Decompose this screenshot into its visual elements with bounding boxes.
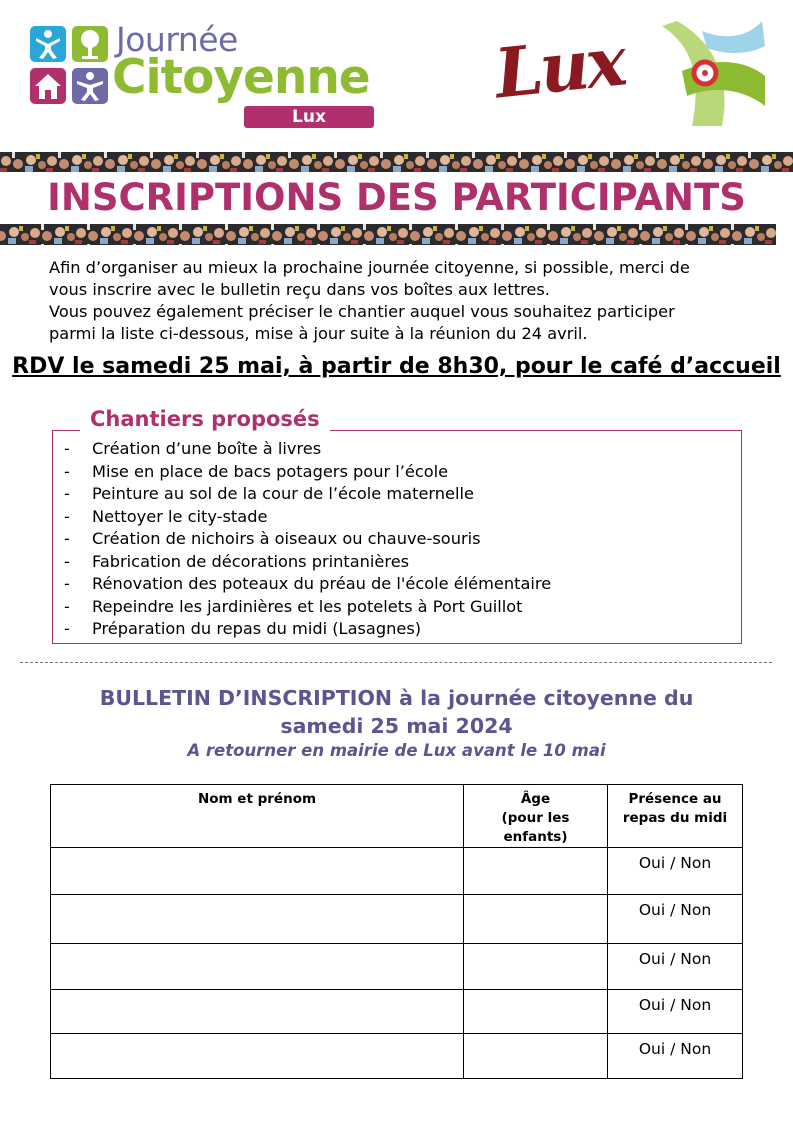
- intro-line: Afin d’organiser au mieux la prochaine journée citoyenne, si possible, merci de: [49, 258, 690, 277]
- presence-cell[interactable]: Oui / Non: [608, 848, 743, 895]
- list-item: - Préparation du repas du midi (Lasagnes): [64, 619, 422, 638]
- logo-text-journee: Journée: [116, 20, 238, 59]
- age-cell[interactable]: [464, 848, 608, 895]
- list-item: - Repeindre les jardinières et les potelets à Port Guillot: [64, 596, 523, 616]
- bulletin-title: [0, 684, 793, 740]
- table-row: [51, 990, 743, 1034]
- presence-cell[interactable]: Oui / Non: [608, 1034, 743, 1079]
- intro-line: vous inscrire avec le bulletin reçu dans vos boîtes aux lettres.: [49, 280, 550, 299]
- bulletin-title-line: BULLETIN D’INSCRIPTION à la journée citoyenne du: [99, 686, 694, 710]
- lux-town-logo: [487, 16, 767, 134]
- age-cell[interactable]: [464, 944, 608, 990]
- list-item: - Rénovation des poteaux du préau de l'école élémentaire: [64, 574, 552, 593]
- table-header-row: [51, 785, 743, 848]
- name-cell[interactable]: [51, 895, 464, 944]
- house-icon: [30, 68, 66, 104]
- logo-badge-lux: Lux: [244, 106, 374, 128]
- crowd-photo-band-top: [0, 152, 793, 172]
- intro-line: Vous pouvez également préciser le chantier auquel vous souhaitez participer: [49, 302, 675, 321]
- tree-icon: [72, 26, 108, 62]
- column-header-presence: Présence au repas du midi: [608, 785, 743, 848]
- page-title: INSCRIPTIONS DES PARTICIPANTS: [47, 176, 746, 219]
- age-cell[interactable]: [464, 895, 608, 944]
- lux-logo-text: Lux: [491, 21, 628, 115]
- list-item: - Nettoyer le city-stade: [64, 506, 268, 526]
- name-cell[interactable]: [51, 990, 464, 1034]
- logo-swoosh-blue: [702, 21, 765, 53]
- name-cell[interactable]: [51, 944, 464, 990]
- list-item: - Création d’une boîte à livres: [64, 439, 322, 458]
- age-cell[interactable]: [464, 990, 608, 1034]
- name-cell[interactable]: [51, 848, 464, 895]
- chantiers-list: [64, 438, 734, 641]
- table-row: [51, 944, 743, 990]
- intro-line: parmi la liste ci-dessous, mise à jour suite à la réunion du 24 avril.: [49, 324, 588, 343]
- table-row: [51, 1034, 743, 1079]
- presence-cell[interactable]: Oui / Non: [608, 990, 743, 1034]
- table-row: [51, 848, 743, 895]
- bulletin-title-line: samedi 25 mai 2024: [280, 714, 513, 738]
- list-item: - Mise en place de bacs potagers pour l’école: [64, 461, 449, 481]
- person-star-icon: [72, 68, 108, 104]
- presence-cell[interactable]: Oui / Non: [608, 895, 743, 944]
- list-item: - Fabrication de décorations printanières: [64, 551, 410, 571]
- chantiers-title: Chantiers proposés: [80, 407, 330, 431]
- intro-paragraph: [49, 257, 749, 345]
- cut-line-separator: [20, 662, 772, 663]
- journee-citoyenne-logo: [30, 22, 380, 132]
- table-row: [51, 895, 743, 944]
- registration-table: [50, 784, 743, 1079]
- crowd-photo-band-bottom: [0, 224, 793, 245]
- column-header-age: Âge (pour les enfants): [464, 785, 608, 848]
- column-header-name: Nom et prénom: [51, 785, 464, 848]
- rdv-announcement: RDV le samedi 25 mai, à partir de 8h30, pour le café d’accueil: [12, 354, 781, 379]
- bulletin-subtitle: A retourner en mairie de Lux avant le 10 mai: [187, 741, 606, 760]
- list-item: - Peinture au sol de la cour de l’école maternelle: [64, 484, 474, 503]
- logo-text-citoyenne: Citoyenne: [112, 50, 370, 105]
- presence-cell[interactable]: Oui / Non: [608, 944, 743, 990]
- name-cell[interactable]: [51, 1034, 464, 1079]
- person-arms-up-icon: [30, 26, 66, 62]
- age-cell[interactable]: [464, 1034, 608, 1079]
- list-item: - Création de nichoirs à oiseaux ou chauve-souris: [64, 529, 481, 548]
